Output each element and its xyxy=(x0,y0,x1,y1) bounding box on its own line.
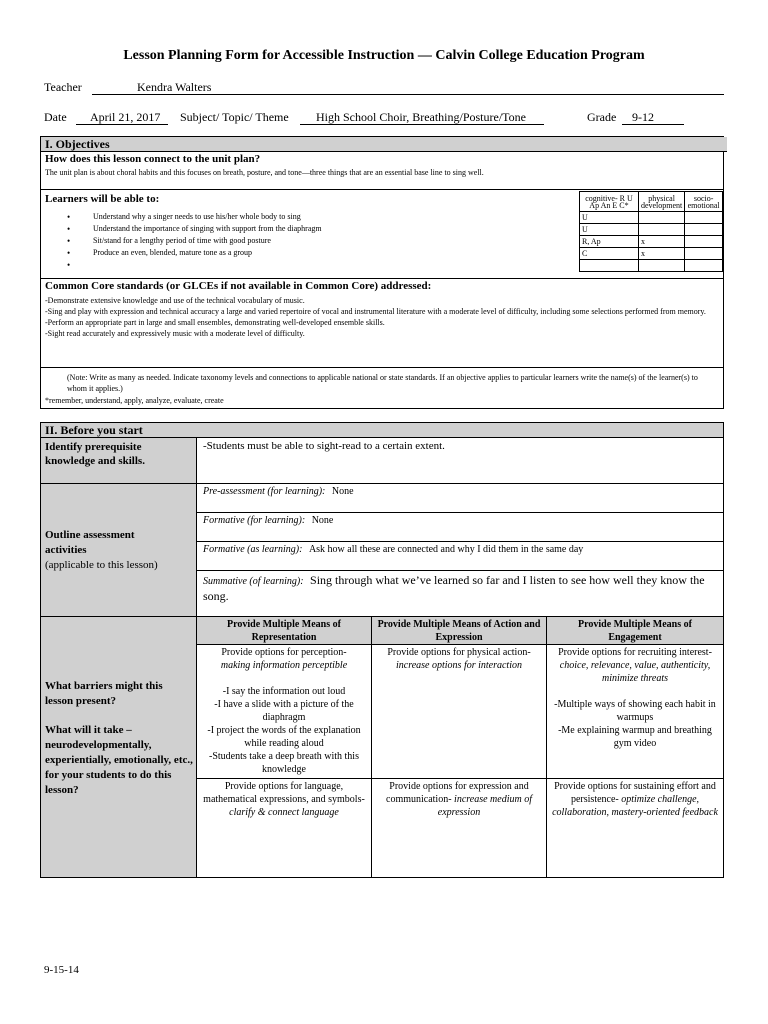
udl-text-italic: optimize challenge, collaboration, mastery-oriented feedback xyxy=(552,794,718,818)
taxonomy-cell[interactable]: x xyxy=(638,248,684,260)
grade-label: Grade xyxy=(587,110,617,124)
formative-as-value[interactable]: Ask how all these are connected and why I did them in the same day xyxy=(308,544,584,555)
udl-item[interactable]: -Multiple ways of showing each habit in warmups xyxy=(554,699,716,723)
summative-value[interactable]: Sing through what we’ve learned so far and I listen to see how well they know the song. xyxy=(203,573,705,603)
taxonomy-cell[interactable]: U xyxy=(580,224,639,236)
udl-engagement-effort-cell[interactable] xyxy=(546,778,724,878)
udl-action-expression-cell[interactable] xyxy=(371,778,547,878)
taxonomy-footnote: *remember, understand, apply, analyze, evaluate, create xyxy=(45,396,224,405)
objectives-title: I. Objectives xyxy=(41,137,727,152)
summative-label: Summative (of learning): xyxy=(203,576,304,587)
udl-text: Provide options for physical action- xyxy=(387,647,531,658)
subject-value[interactable]: High School Choir, Breathing/Posture/Tone xyxy=(316,110,526,124)
assessment-sub: (applicable to this lesson) xyxy=(45,559,158,571)
taxonomy-cell[interactable] xyxy=(638,212,684,224)
udl-text: Provide options for sustaining effort and persistence- xyxy=(554,781,716,805)
taxonomy-cell[interactable]: C xyxy=(580,248,639,260)
barriers-question: What barriers might this lesson present? xyxy=(45,680,163,707)
objective-item[interactable]: • Understand why a singer needs to use his/her whole body to sing xyxy=(41,211,571,223)
udl-text-block xyxy=(376,780,542,819)
udl-text-italic: increase options for interaction xyxy=(395,660,522,671)
common-core-list xyxy=(45,295,717,339)
udl-text-italic: choice, relevance, value, authenticity, minimize threats xyxy=(559,660,711,684)
unit-question: How does this lesson connect to the unit plan? xyxy=(45,153,261,165)
grade-value[interactable]: 9-12 xyxy=(632,110,654,124)
udl-action-physical-cell[interactable] xyxy=(371,644,547,779)
taxonomy-header: cognitive- R U Ap An E C* xyxy=(580,192,639,212)
teacher-underline xyxy=(92,94,724,95)
taxonomy-cell[interactable] xyxy=(685,260,723,272)
objectives-list xyxy=(41,211,571,271)
taxonomy-header: physical development xyxy=(638,192,684,212)
footer-version: 9-15-14 xyxy=(44,964,79,976)
udl-text-italic: increase medium of expression xyxy=(437,794,532,818)
divider xyxy=(41,189,723,190)
standard-item[interactable]: -Perform an appropriate part in large and small ensembles, demonstrating well-developed ensemble skills. xyxy=(45,318,385,327)
objective-item[interactable]: • Understand the importance of singing with support from the diaphragm xyxy=(41,223,571,235)
udl-text-block xyxy=(551,780,719,819)
udl-item[interactable]: -I project the words of the explanation while reading aloud xyxy=(207,725,361,749)
prereq-label: Identify prerequisite knowledge and skills. xyxy=(45,441,145,467)
udl-text-italic: making information perceptible xyxy=(220,660,348,671)
taxonomy-cell[interactable] xyxy=(685,212,723,224)
taxonomy-header: socio-emotional xyxy=(685,192,723,212)
udl-item[interactable]: -Me explaining warmup and breathing gym video xyxy=(558,725,712,749)
unit-answer[interactable]: The unit plan is about choral habits and this focuses on breath, posture, and tone—three things that are an essential base line to sing well. xyxy=(45,168,484,177)
udl-header-engagement xyxy=(546,616,724,645)
before-section-title-bar xyxy=(40,422,724,438)
pre-assessment-label: Pre-assessment (for learning): xyxy=(203,486,326,497)
objectives-section xyxy=(40,136,724,409)
taxonomy-cell[interactable] xyxy=(638,260,684,272)
taxonomy-cell[interactable]: U xyxy=(580,212,639,224)
standard-item[interactable]: -Sing and play with expression and technical accuracy a large and varied repertoire of vocal and instrumental literature with a moderate level of difficulty, including some selections performed from memory. xyxy=(45,307,706,316)
taxonomy-cell[interactable] xyxy=(685,248,723,260)
udl-item[interactable]: -I say the information out loud xyxy=(222,686,346,697)
standard-item[interactable]: -Demonstrate extensive knowledge and use of the technical vocabulary of music. xyxy=(45,296,305,305)
formative-for-label: Formative (for learning): xyxy=(203,515,306,526)
udl-text: Provide options for expression and communication- xyxy=(386,781,529,805)
udl-representation-language-cell[interactable] xyxy=(196,778,372,878)
udl-text-italic: clarify & connect language xyxy=(229,807,339,818)
prereq-value-cell[interactable] xyxy=(196,437,724,484)
barriers-label-cell xyxy=(40,616,197,878)
taxonomy-cell[interactable] xyxy=(685,236,723,248)
teacher-label: Teacher xyxy=(44,80,82,94)
udl-header-label: Provide Multiple Means of Engagement xyxy=(578,619,692,643)
teacher-value[interactable]: Kendra Walters xyxy=(137,80,212,94)
objective-item[interactable] xyxy=(41,259,571,271)
before-section-title: II. Before you start xyxy=(45,423,143,437)
learners-heading: Learners will be able to: xyxy=(45,193,160,205)
form-title: Lesson Planning Form for Accessible Instruction — Calvin College Education Program xyxy=(123,48,645,63)
divider xyxy=(41,367,723,368)
date-value[interactable]: April 21, 2017 xyxy=(90,110,161,124)
udl-text: Provide options for language, mathematical expressions, and symbols- xyxy=(203,781,365,805)
assessment-label: Outline assessment activities xyxy=(45,529,135,556)
assessment-label-cell xyxy=(40,483,197,617)
pre-assessment-cell[interactable] xyxy=(196,483,724,513)
summative-cell[interactable] xyxy=(196,570,724,617)
udl-header-label: Provide Multiple Means of Representation xyxy=(227,619,341,643)
udl-text: Provide options for perception- xyxy=(221,647,347,658)
grade-underline xyxy=(622,124,684,125)
common-core-heading: Common Core standards (or GLCEs if not available in Common Core) addressed: xyxy=(45,280,432,292)
formative-for-value[interactable]: None xyxy=(311,515,334,526)
formative-as-label: Formative (as learning): xyxy=(203,544,303,555)
date-label: Date xyxy=(44,110,67,124)
date-underline xyxy=(76,124,168,125)
objectives-note: (Note: Write as many as needed. Indicate taxonomy levels and connections to applicable national or state standards. If an objective applies to particular learners write the name(s) of the learner(s) to whom it applies.) xyxy=(67,373,698,393)
subject-underline xyxy=(300,124,544,125)
udl-text: Provide options for recruiting interest- xyxy=(558,647,712,658)
formative-as-cell[interactable] xyxy=(196,541,724,571)
formative-for-cell[interactable] xyxy=(196,512,724,542)
udl-header-action xyxy=(371,616,547,645)
udl-item[interactable]: -Students take a deep breath with this knowledge xyxy=(209,751,359,775)
subject-label: Subject/ Topic/ Theme xyxy=(180,110,289,124)
taxonomy-cell[interactable]: R, Ap xyxy=(580,236,639,248)
taxonomy-cell[interactable] xyxy=(685,224,723,236)
objective-item[interactable]: • Sit/stand for a lengthy period of time with good posture xyxy=(41,235,571,247)
pre-assessment-value[interactable]: None xyxy=(331,486,354,497)
taxonomy-cell[interactable] xyxy=(580,260,639,272)
divider xyxy=(41,278,723,279)
taxonomy-table xyxy=(579,191,723,272)
barriers-question-2: What will it take – neurodevelopmentally, experientially, emotionally, etc., for your students to do this lesson? xyxy=(45,724,193,796)
standard-item[interactable]: -Sight read accurately and expressively music with a moderate level of difficulty. xyxy=(45,329,305,338)
objective-item[interactable]: • Produce an even, blended, mature tone as a group xyxy=(41,247,571,259)
udl-header-representation xyxy=(196,616,372,645)
udl-item[interactable]: -I have a slide with a picture of the diaphragm xyxy=(214,699,354,723)
prereq-label-cell xyxy=(40,437,197,484)
taxonomy-cell[interactable] xyxy=(638,224,684,236)
udl-header-label: Provide Multiple Means of Action and Expression xyxy=(377,619,541,643)
udl-engagement-interest-cell[interactable] xyxy=(546,644,724,779)
udl-representation-perception-cell[interactable] xyxy=(196,644,372,779)
udl-text-block xyxy=(201,780,367,819)
prereq-value[interactable]: -Students must be able to sight-read to a certain extent. xyxy=(203,440,445,452)
taxonomy-cell[interactable]: x xyxy=(638,236,684,248)
